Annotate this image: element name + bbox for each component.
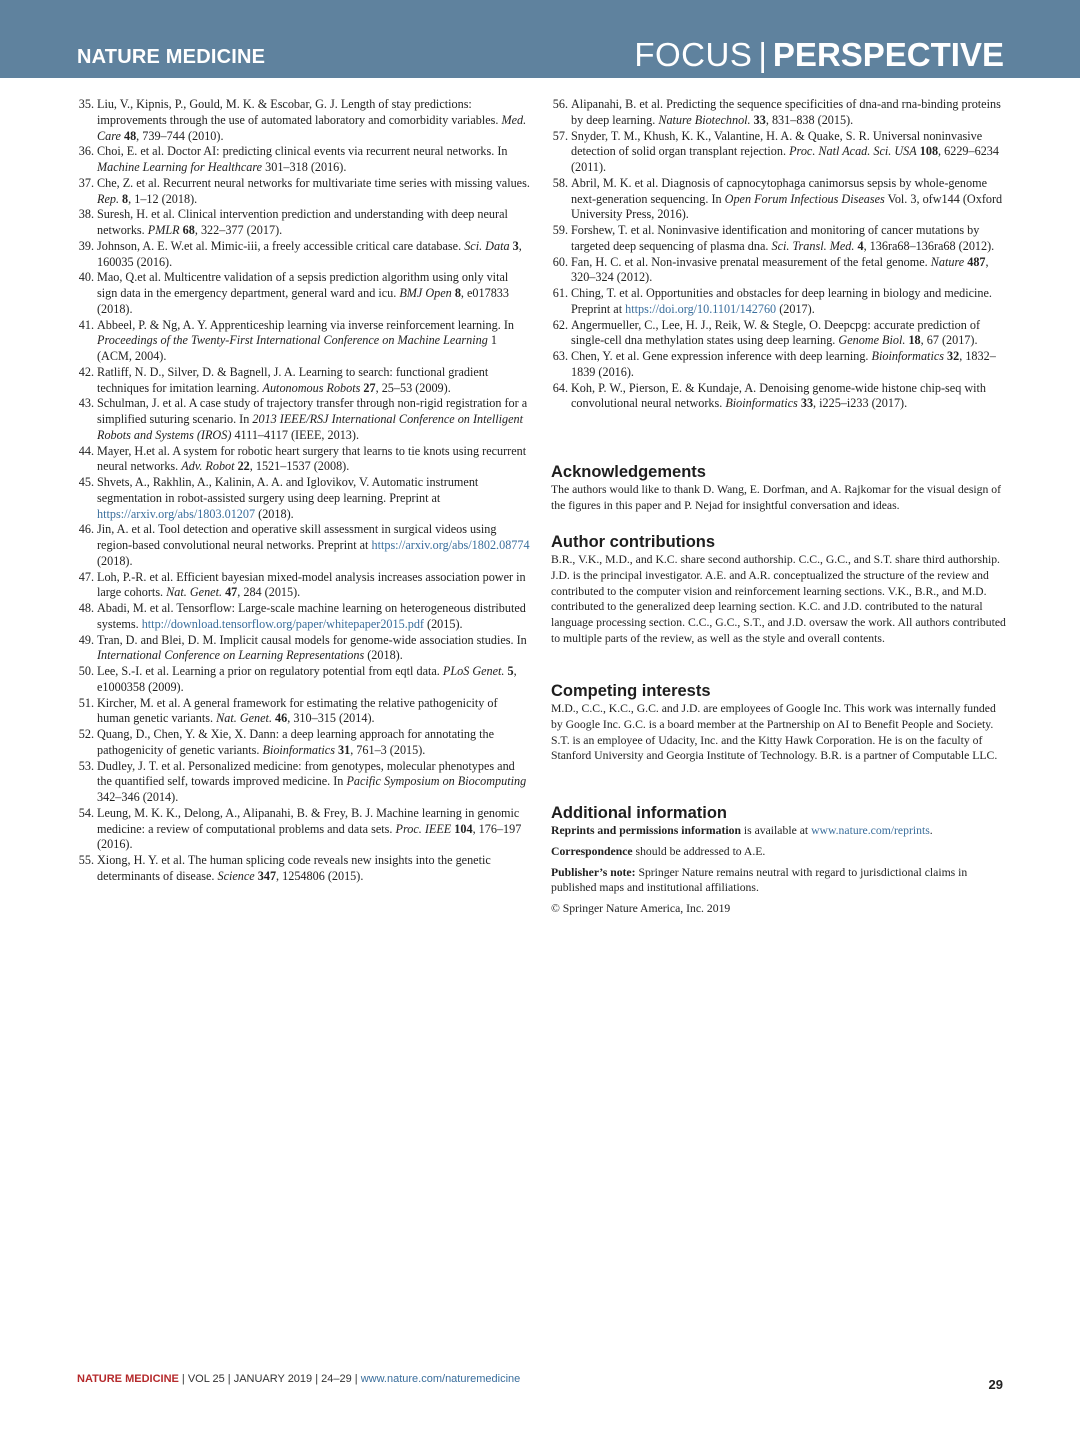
reference-link[interactable]: http://download.tensorflow.org/paper/whitepaper2015.pdf	[141, 616, 424, 631]
reference-number: 40.	[78, 270, 94, 285]
reference-text: Angermueller, C., Lee, H. J., Reik, W. & Stegle, O. Deepcpg: accurate prediction of single-cell dna methylation states using deep learning. Genome Biol. 18, 67 (2017).	[571, 317, 981, 348]
reference-item	[551, 223, 1006, 255]
reference-text: Shvets, A., Rakhlin, A., Kalinin, A. A. and Iglovikov, V. Automatic instrument segmentation in robot-assisted surgery using deep learning. Preprint at https://arxiv.org/abs/1803.01207 (2018).	[97, 475, 479, 521]
reference-number: 59.	[552, 223, 568, 237]
reference-text: Koh, P. W., Pierson, E. & Kundaje, A. Denoising genome-wide histone chip-seq with convolutional neural networks. Bioinformatics 33, i225–i233 (2017).	[571, 380, 987, 411]
reference-item	[77, 365, 530, 397]
reference-number: 62.	[552, 317, 568, 332]
reference-link[interactable]: https://arxiv.org/abs/1802.08774	[371, 538, 530, 552]
reference-number: 53.	[78, 758, 94, 773]
reprints-link[interactable]: www.nature.com/reprints	[811, 824, 930, 837]
section-divider: |	[758, 36, 767, 73]
page-footer	[77, 1373, 1004, 1385]
reference-item	[551, 318, 1006, 350]
reference-text: Kircher, M. et al. A general framework for estimating the relative pathogenicity of human genetic variants. Nat. Genet. 46, 310–315 (2014).	[97, 695, 498, 726]
acknowledgements-text: The authors would like to thank D. Wang, E. Dorfman, and A. Rajkomar for the visual design of the figures in this paper and P. Nejad for insightful conversation and ideas.	[551, 483, 1002, 512]
reference-number: 56.	[552, 97, 568, 111]
reference-item	[77, 176, 530, 208]
reference-text: Jin, A. et al. Tool detection and operative skill assessment in surgical videos using region-based convolutional neural networks. Preprint at https://arxiv.org/abs/1802.08774 (2018).	[97, 522, 530, 568]
reference-number: 51.	[78, 695, 94, 710]
competing-interests-section	[551, 681, 1006, 764]
reference-text: Tran, D. and Blei, D. M. Implicit causal models for genome-wide association studies. In International Conference on Learning Representations (2018).	[97, 632, 527, 663]
reference-number: 37.	[78, 175, 94, 190]
reference-item	[77, 759, 530, 806]
reference-number: 49.	[78, 632, 94, 647]
reference-link[interactable]: https://doi.org/10.1101/142760	[625, 301, 777, 316]
reference-item	[551, 286, 1006, 318]
publisher-text: Springer Nature remains neutral with regard to jurisdictional claims in published maps and institutional affiliations.	[551, 865, 968, 895]
competing-interests-text: M.D., C.C., K.C., G.C. and J.D. are employees of Google Inc. This work was internally funded by Google Inc. G.C. is a board member at the Partnership on AI to Benefit People and Society. S.T. is an employee of Udacity, Inc. and the Kitty Hawk Corporation. He is on the faculty of Stanford University and Georgia Institute of Technology. B.R. is a partner of Computable LLC.	[551, 702, 998, 763]
reference-item	[551, 255, 1006, 287]
reference-text: Liu, V., Kipnis, P., Gould, M. K. & Escobar, G. J. Length of stay predictions: improvements through the use of automated laboratory and comorbidity variables. Med. Care 48, 739–744 (2010).	[97, 97, 527, 143]
reference-number: 50.	[78, 664, 94, 678]
reference-number: 47.	[78, 569, 94, 584]
reference-number: 60.	[552, 254, 568, 269]
acknowledgements-heading: Acknowledgements	[551, 463, 706, 481]
reference-text: Snyder, T. M., Khush, K. K., Valantine, H. A. & Quake, S. R. Universal noninvasive detection of solid organ transplant rejection. Proc. Natl Acad. Sci. USA 108, 6229–6234 (2011).	[571, 128, 999, 174]
reference-text: Loh, P.-R. et al. Efficient bayesian mixed-model analysis increases association power in large cohorts. Nat. Genet. 47, 284 (2015).	[97, 569, 526, 600]
footer-journal: NATURE MEDICINE	[77, 1373, 179, 1385]
reference-number: 38.	[78, 207, 94, 222]
reference-item	[551, 381, 1006, 413]
reference-item	[77, 696, 530, 728]
reference-number: 41.	[78, 317, 94, 332]
reference-text: Dudley, J. T. et al. Personalized medicine: from genotypes, molecular phenotypes and the quantified self, towards improved medicine. In Pacific Symposium on Biocomputing 342–346 (2014).	[97, 758, 527, 804]
reference-number: 55.	[78, 853, 94, 867]
section-perspective: PERSPECTIVE	[772, 36, 1004, 73]
reference-text: Mao, Q.et al. Multicentre validation of a sepsis prediction algorithm using only vital sign data in the emergency department, general ward and icu. BMJ Open 8, e017833 (2018).	[97, 270, 509, 316]
section-label	[634, 36, 1004, 74]
reference-number: 61.	[552, 286, 568, 300]
reference-number: 54.	[78, 805, 94, 820]
reference-item	[77, 570, 530, 602]
reference-item	[77, 633, 530, 665]
footer-url[interactable]: www.nature.com/naturemedicine	[360, 1373, 521, 1385]
reference-item	[551, 97, 1006, 129]
page-number: 29	[988, 1377, 1003, 1392]
reference-number: 43.	[78, 396, 94, 411]
reference-number: 63.	[552, 349, 568, 363]
author-contributions-heading: Author contributions	[551, 533, 716, 551]
reference-item	[77, 475, 530, 522]
reference-number: 36.	[78, 144, 94, 159]
reference-text: Lee, S.-I. et al. Learning a prior on regulatory potential from eqtl data. PLoS Genet. 5, e1000358 (2009).	[97, 664, 517, 694]
reference-text: Abril, M. K. et al. Diagnosis of capnocytophaga canimorsus sepsis by whole-genome next-generation sequencing. In Open Forum Infectious Diseases Vol. 3, ofw144 (Oxford University Press, 2016).	[571, 175, 1003, 222]
acknowledgements-section	[551, 462, 1006, 514]
reference-text: Quang, D., Chen, Y. & Xie, X. Dann: a deep learning approach for annotating the pathogenicity of genetic variants. Bioinformatics 31, 761–3 (2015).	[97, 727, 494, 757]
reference-text: Abbeel, P. & Ng, A. Y. Apprenticeship learning via inverse reinforcement learning. In Proceedings of the Twenty-First International Conference on Machine Learning 1 (ACM, 2004).	[97, 317, 514, 363]
reference-text: Suresh, H. et al. Clinical intervention prediction and understanding with deep neural networks. PMLR 68, 322–377 (2017).	[97, 207, 508, 237]
correspondence-label: Correspondence	[551, 844, 633, 858]
reference-text: Forshew, T. et al. Noninvasive identification and monitoring of cancer mutations by targeted deep sequencing of plasma dna. Sci. Transl. Med. 4, 136ra68–136ra68 (2012).	[571, 223, 995, 253]
reference-number: 39.	[78, 238, 94, 253]
reprints-end: .	[929, 824, 933, 837]
correspondence-text: should be addressed to A.E.	[632, 844, 766, 858]
reference-text: Schulman, J. et al. A case study of trajectory transfer through non-rigid registration for a simplified suturing scenario. In 2013 IEEE/RSJ International Conference on Intelligent Robots and Systems (IROS) 4111–4117 (IEEE, 2013).	[97, 396, 528, 442]
reference-item	[551, 349, 1006, 381]
reference-text: Ratliff, N. D., Silver, D. & Bagnell, J. A. Learning to search: functional gradient techniques for imitation learning. Autonomous Robots 27, 25–53 (2009).	[97, 364, 489, 395]
references-right-column	[551, 97, 1006, 412]
reference-link[interactable]: https://arxiv.org/abs/1803.01207	[97, 506, 256, 521]
reference-item	[77, 239, 530, 271]
reference-item	[77, 97, 530, 144]
reference-item	[77, 806, 530, 853]
additional-information-heading: Additional information	[551, 804, 727, 822]
publisher-note	[551, 865, 1006, 897]
reference-number: 45.	[78, 475, 94, 489]
reference-item	[551, 176, 1006, 223]
section-focus: FOCUS	[634, 36, 753, 73]
author-contributions-section	[551, 532, 1006, 647]
reference-text: Che, Z. et al. Recurrent neural networks for multivariate time series with missing values. Rep. 8, 1–12 (2018).	[97, 175, 530, 206]
reference-item	[77, 727, 530, 759]
reference-text: Ching, T. et al. Opportunities and obstacles for deep learning in biology and medicine. Preprint at https://doi.org/10.1101/142760 (2017).	[571, 286, 992, 316]
reference-text: Chen, Y. et al. Gene expression inference with deep learning. Bioinformatics 32, 1832–1839 (2016).	[571, 349, 996, 379]
reference-item	[77, 601, 530, 633]
reference-text: Leung, M. K. K., Delong, A., Alipanahi, B. & Frey, B. J. Machine learning in genomic medicine: a review of computational problems and data sets. Proc. IEEE 104, 176–197 (2016).	[97, 805, 522, 852]
reference-number: 52.	[78, 727, 94, 741]
reference-item	[77, 396, 530, 443]
footer-details: | VOL 25 | JANUARY 2019 | 24–29 |	[178, 1373, 361, 1385]
reference-item	[77, 144, 530, 176]
reference-item	[77, 522, 530, 569]
reference-item	[77, 853, 530, 885]
reference-number: 48.	[78, 601, 94, 615]
reference-text: Fan, H. C. et al. Non-invasive prenatal measurement of the fetal genome. Nature 487, 320–324 (2012).	[571, 254, 989, 285]
reprints-text: is available at	[740, 824, 812, 837]
reference-text: Choi, E. et al. Doctor AI: predicting clinical events via recurrent neural networks. In Machine Learning for Healthcare 301–318 (2016).	[97, 144, 508, 174]
reference-number: 64.	[552, 380, 568, 395]
reference-text: Abadi, M. et al. Tensorflow: Large-scale machine learning on heterogeneous distributed systems. http://download.tensorflow.org/paper/whitepaper2015.pdf (2015).	[97, 601, 526, 631]
reference-item	[77, 318, 530, 365]
author-contributions-text: B.R., V.K., M.D., and K.C. share second authorship. C.C., G.C., and S.T. share third authorship. J.D. is the principal investigator. A.E. and A.R. conceptualized the structure of the review and contributed to the computer vision and reinforcement learning sections. V.K., B.R., and M.D. contributed to the generalized deep learning section. K.C. and J.D. contributed to the natural language processing section. C.C., G.C., S.T., and J.D. oversaw the work. All authors contributed to multiple parts of the review, as well as the style and overall contents.	[551, 553, 1006, 645]
reference-text: Mayer, H.et al. A system for robotic heart surgery that learns to tie knots using recurrent neural networks. Adv. Robot 22, 1521–1537 (2008).	[97, 443, 527, 474]
reference-text: Johnson, A. E. W.et al. Mimic-iii, a freely accessible critical care database. Sci. Data 3, 160035 (2016).	[97, 238, 522, 269]
reference-item	[551, 129, 1006, 176]
publisher-label: Publisher’s note:	[551, 865, 636, 879]
reference-item	[77, 664, 530, 696]
reference-number: 57.	[552, 128, 568, 143]
additional-information-section	[551, 803, 1006, 917]
journal-title: NATURE MEDICINE	[77, 46, 266, 68]
reference-number: 35.	[78, 97, 94, 111]
reference-number: 58.	[552, 175, 568, 190]
reference-number: 42.	[78, 364, 94, 379]
correspondence-note	[551, 844, 1006, 860]
reprints-note	[551, 823, 1006, 839]
reprints-label: Reprints and permissions information	[551, 824, 741, 837]
competing-interests-heading: Competing interests	[551, 682, 711, 700]
reference-item	[77, 270, 530, 317]
reference-text: Xiong, H. Y. et al. The human splicing code reveals new insights into the genetic determinants of disease. Science 347, 1254806 (2015).	[97, 853, 491, 883]
reference-item	[77, 444, 530, 476]
reference-number: 46.	[78, 522, 94, 537]
copyright-notice: © Springer Nature America, Inc. 2019	[551, 902, 731, 916]
page-header-band	[0, 0, 1080, 78]
references-left-column	[77, 97, 530, 885]
reference-item	[77, 207, 530, 239]
reference-number: 44.	[78, 443, 94, 458]
reference-text: Alipanahi, B. et al. Predicting the sequence specificities of dna-and rna-binding proteins by deep learning. Nature Biotechnol. 33, 831–838 (2015).	[571, 97, 1001, 127]
